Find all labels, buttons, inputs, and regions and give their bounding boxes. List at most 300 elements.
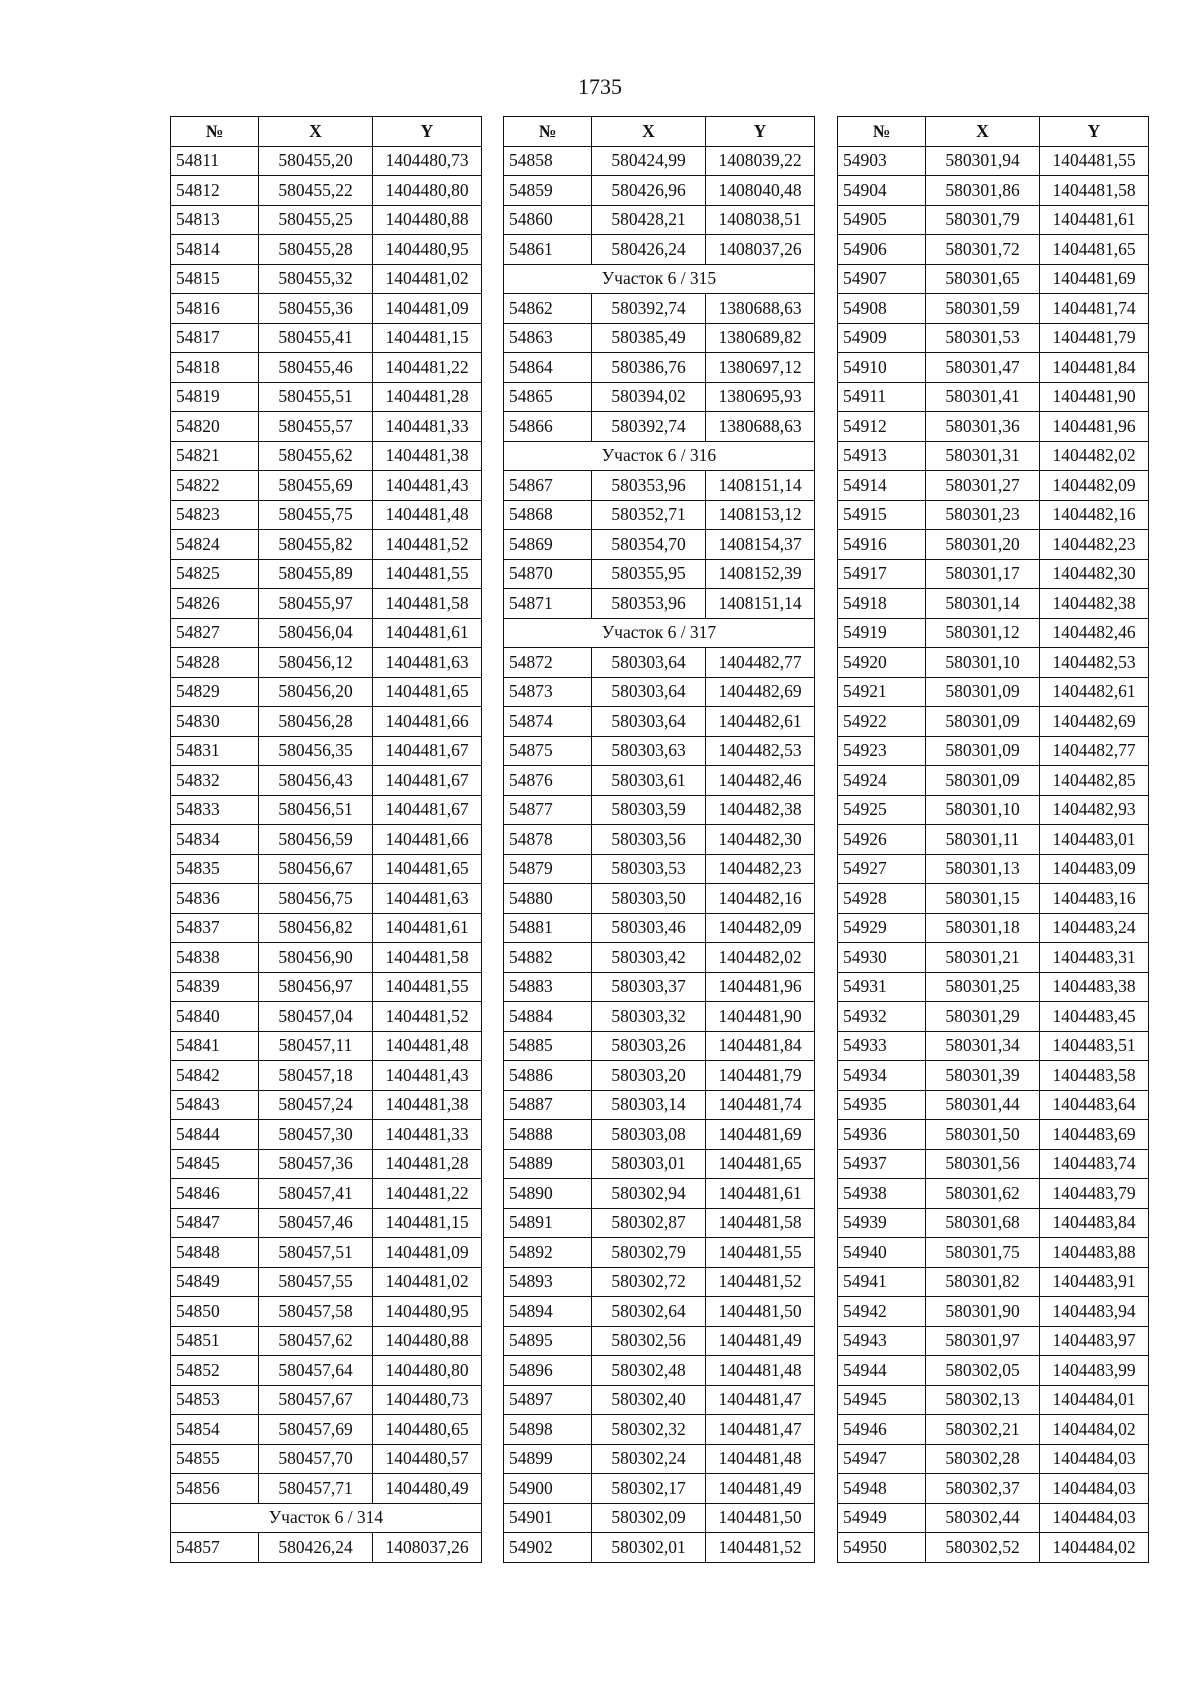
- y-coordinate: 1404482,77: [1040, 736, 1149, 766]
- y-coordinate: 1404484,03: [1040, 1474, 1149, 1504]
- point-number: 54908: [838, 294, 926, 324]
- point-number: 54898: [504, 1415, 592, 1445]
- x-coordinate: 580302,87: [592, 1208, 706, 1238]
- point-number: 54884: [504, 1002, 592, 1032]
- point-number: 54895: [504, 1326, 592, 1356]
- x-coordinate: 580456,20: [259, 677, 373, 707]
- table-header-row: [504, 117, 815, 147]
- point-number: 54911: [838, 382, 926, 412]
- x-coordinate: 580385,49: [592, 323, 706, 353]
- table-row: [171, 323, 482, 353]
- y-coordinate: 1404483,97: [1040, 1326, 1149, 1356]
- point-number: 54865: [504, 382, 592, 412]
- x-coordinate: 580303,50: [592, 884, 706, 914]
- table-row: [504, 736, 815, 766]
- point-number: 54946: [838, 1415, 926, 1445]
- point-number: 54887: [504, 1090, 592, 1120]
- header-number: №: [171, 117, 259, 147]
- table-row: [171, 884, 482, 914]
- header-y: Y: [1040, 117, 1149, 147]
- table-row: [171, 559, 482, 589]
- y-coordinate: 1404483,51: [1040, 1031, 1149, 1061]
- table-row: [171, 176, 482, 206]
- y-coordinate: 1404482,85: [1040, 766, 1149, 796]
- table-row: [838, 707, 1149, 737]
- point-number: 54850: [171, 1297, 259, 1327]
- point-number: 54880: [504, 884, 592, 914]
- x-coordinate: 580457,46: [259, 1208, 373, 1238]
- x-coordinate: 580455,20: [259, 146, 373, 176]
- x-coordinate: 580301,09: [926, 766, 1040, 796]
- y-coordinate: 1380688,63: [706, 412, 815, 442]
- y-coordinate: 1404483,84: [1040, 1208, 1149, 1238]
- x-coordinate: 580352,71: [592, 500, 706, 530]
- y-coordinate: 1404481,63: [373, 884, 482, 914]
- point-number: 54860: [504, 205, 592, 235]
- y-coordinate: 1404481,61: [373, 618, 482, 648]
- y-coordinate: 1408040,48: [706, 176, 815, 206]
- y-coordinate: 1404481,43: [373, 471, 482, 501]
- section-row: [171, 1503, 482, 1533]
- point-number: 54849: [171, 1267, 259, 1297]
- point-number: 54836: [171, 884, 259, 914]
- y-coordinate: 1404484,02: [1040, 1415, 1149, 1445]
- header-x: X: [926, 117, 1040, 147]
- x-coordinate: 580301,09: [926, 736, 1040, 766]
- x-coordinate: 580424,99: [592, 146, 706, 176]
- point-number: 54867: [504, 471, 592, 501]
- table-row: [838, 1297, 1149, 1327]
- y-coordinate: 1404480,80: [373, 1356, 482, 1386]
- y-coordinate: 1404482,02: [1040, 441, 1149, 471]
- x-coordinate: 580301,25: [926, 972, 1040, 1002]
- point-number: 54829: [171, 677, 259, 707]
- y-coordinate: 1404481,22: [373, 1179, 482, 1209]
- y-coordinate: 1404481,15: [373, 323, 482, 353]
- point-number: 54863: [504, 323, 592, 353]
- x-coordinate: 580302,37: [926, 1474, 1040, 1504]
- x-coordinate: 580301,79: [926, 205, 1040, 235]
- x-coordinate: 580302,94: [592, 1179, 706, 1209]
- point-number: 54854: [171, 1415, 259, 1445]
- point-number: 54872: [504, 648, 592, 678]
- table-row: [838, 589, 1149, 619]
- y-coordinate: 1404481,90: [1040, 382, 1149, 412]
- table-row: [838, 412, 1149, 442]
- x-coordinate: 580455,25: [259, 205, 373, 235]
- y-coordinate: 1404481,48: [706, 1356, 815, 1386]
- y-coordinate: 1404481,66: [373, 825, 482, 855]
- section-row: [504, 618, 815, 648]
- point-number: 54950: [838, 1533, 926, 1563]
- table-row: [504, 884, 815, 914]
- x-coordinate: 580301,86: [926, 176, 1040, 206]
- y-coordinate: 1408153,12: [706, 500, 815, 530]
- table-row: [171, 1149, 482, 1179]
- point-number: 54907: [838, 264, 926, 294]
- y-coordinate: 1404480,49: [373, 1474, 482, 1504]
- header-y: Y: [373, 117, 482, 147]
- point-number: 54892: [504, 1238, 592, 1268]
- point-number: 54817: [171, 323, 259, 353]
- x-coordinate: 580301,82: [926, 1267, 1040, 1297]
- x-coordinate: 580455,22: [259, 176, 373, 206]
- table-row: [504, 146, 815, 176]
- coordinate-table-2: [503, 116, 815, 1563]
- table-row: [171, 353, 482, 383]
- y-coordinate: 1404482,16: [1040, 500, 1149, 530]
- table-row: [171, 1474, 482, 1504]
- table-row: [504, 1002, 815, 1032]
- table-row: [838, 146, 1149, 176]
- table-row: [504, 500, 815, 530]
- x-coordinate: 580303,37: [592, 972, 706, 1002]
- y-coordinate: 1404483,91: [1040, 1267, 1149, 1297]
- y-coordinate: 1404481,38: [373, 1090, 482, 1120]
- point-number: 54900: [504, 1474, 592, 1504]
- table-row: [838, 1267, 1149, 1297]
- y-coordinate: 1404481,28: [373, 1149, 482, 1179]
- y-coordinate: 1404481,47: [706, 1415, 815, 1445]
- point-number: 54890: [504, 1179, 592, 1209]
- x-coordinate: 580456,82: [259, 913, 373, 943]
- x-coordinate: 580303,64: [592, 707, 706, 737]
- y-coordinate: 1404481,58: [373, 589, 482, 619]
- x-coordinate: 580456,75: [259, 884, 373, 914]
- y-coordinate: 1404480,80: [373, 176, 482, 206]
- section-row: [504, 264, 815, 294]
- y-coordinate: 1380697,12: [706, 353, 815, 383]
- x-coordinate: 580302,40: [592, 1385, 706, 1415]
- x-coordinate: 580301,94: [926, 146, 1040, 176]
- x-coordinate: 580303,63: [592, 736, 706, 766]
- y-coordinate: 1404483,88: [1040, 1238, 1149, 1268]
- point-number: 54886: [504, 1061, 592, 1091]
- point-number: 54923: [838, 736, 926, 766]
- table-row: [838, 1061, 1149, 1091]
- table-row: [171, 1356, 482, 1386]
- point-number: 54813: [171, 205, 259, 235]
- point-number: 54891: [504, 1208, 592, 1238]
- x-coordinate: 580301,14: [926, 589, 1040, 619]
- table-row: [838, 264, 1149, 294]
- y-coordinate: 1404481,65: [373, 854, 482, 884]
- point-number: 54885: [504, 1031, 592, 1061]
- x-coordinate: 580301,68: [926, 1208, 1040, 1238]
- point-number: 54894: [504, 1297, 592, 1327]
- point-number: 54912: [838, 412, 926, 442]
- x-coordinate: 580301,21: [926, 943, 1040, 973]
- y-coordinate: 1404481,15: [373, 1208, 482, 1238]
- x-coordinate: 580456,28: [259, 707, 373, 737]
- x-coordinate: 580301,90: [926, 1297, 1040, 1327]
- y-coordinate: 1404481,79: [1040, 323, 1149, 353]
- table-row: [171, 1031, 482, 1061]
- x-coordinate: 580455,32: [259, 264, 373, 294]
- table-row: [504, 1061, 815, 1091]
- table-row: [171, 264, 482, 294]
- point-number: 54821: [171, 441, 259, 471]
- table-row: [504, 1385, 815, 1415]
- x-coordinate: 580353,96: [592, 589, 706, 619]
- header-x: X: [592, 117, 706, 147]
- x-coordinate: 580301,59: [926, 294, 1040, 324]
- x-coordinate: 580302,13: [926, 1385, 1040, 1415]
- x-coordinate: 580303,26: [592, 1031, 706, 1061]
- point-number: 54846: [171, 1179, 259, 1209]
- table-row: [838, 1326, 1149, 1356]
- y-coordinate: 1404481,58: [1040, 176, 1149, 206]
- point-number: 54914: [838, 471, 926, 501]
- table-row: [838, 677, 1149, 707]
- table-row: [838, 1533, 1149, 1563]
- y-coordinate: 1404481,84: [706, 1031, 815, 1061]
- table-row: [838, 1356, 1149, 1386]
- table-row: [838, 943, 1149, 973]
- table-row: [171, 1061, 482, 1091]
- table-row: [171, 500, 482, 530]
- table-row: [838, 795, 1149, 825]
- table-row: [504, 677, 815, 707]
- y-coordinate: 1404481,22: [373, 353, 482, 383]
- y-coordinate: 1404481,74: [706, 1090, 815, 1120]
- x-coordinate: 580457,55: [259, 1267, 373, 1297]
- point-number: 54924: [838, 766, 926, 796]
- point-number: 54942: [838, 1297, 926, 1327]
- table-row: [171, 1179, 482, 1209]
- coordinate-table-3: [837, 116, 1149, 1563]
- x-coordinate: 580302,28: [926, 1444, 1040, 1474]
- x-coordinate: 580455,28: [259, 235, 373, 265]
- point-number: 54943: [838, 1326, 926, 1356]
- point-number: 54918: [838, 589, 926, 619]
- y-coordinate: 1404481,96: [1040, 412, 1149, 442]
- y-coordinate: 1404481,69: [706, 1120, 815, 1150]
- point-number: 54899: [504, 1444, 592, 1474]
- point-number: 54896: [504, 1356, 592, 1386]
- table-row: [171, 1444, 482, 1474]
- y-coordinate: 1380689,82: [706, 323, 815, 353]
- x-coordinate: 580456,67: [259, 854, 373, 884]
- table-row: [171, 294, 482, 324]
- table-row: [504, 1356, 815, 1386]
- table-row: [504, 176, 815, 206]
- x-coordinate: 580301,09: [926, 677, 1040, 707]
- point-number: 54881: [504, 913, 592, 943]
- table-row: [504, 1297, 815, 1327]
- y-coordinate: 1404480,73: [373, 146, 482, 176]
- x-coordinate: 580301,20: [926, 530, 1040, 560]
- table-row: [838, 736, 1149, 766]
- x-coordinate: 580457,69: [259, 1415, 373, 1445]
- table-row: [838, 235, 1149, 265]
- table-row: [171, 1238, 482, 1268]
- table-row: [171, 854, 482, 884]
- y-coordinate: 1404483,79: [1040, 1179, 1149, 1209]
- y-coordinate: 1404483,64: [1040, 1090, 1149, 1120]
- y-coordinate: 1404482,77: [706, 648, 815, 678]
- table-row: [838, 530, 1149, 560]
- y-coordinate: 1404480,73: [373, 1385, 482, 1415]
- x-coordinate: 580457,64: [259, 1356, 373, 1386]
- y-coordinate: 1404482,09: [1040, 471, 1149, 501]
- table-row: [838, 353, 1149, 383]
- point-number: 54877: [504, 795, 592, 825]
- point-number: 54945: [838, 1385, 926, 1415]
- point-number: 54901: [504, 1503, 592, 1533]
- y-coordinate: 1404482,46: [1040, 618, 1149, 648]
- table-row: [504, 412, 815, 442]
- table-row: [504, 1267, 815, 1297]
- point-number: 54871: [504, 589, 592, 619]
- x-coordinate: 580457,18: [259, 1061, 373, 1091]
- point-number: 54864: [504, 353, 592, 383]
- y-coordinate: 1404481,61: [1040, 205, 1149, 235]
- point-number: 54866: [504, 412, 592, 442]
- x-coordinate: 580457,62: [259, 1326, 373, 1356]
- point-number: 54925: [838, 795, 926, 825]
- x-coordinate: 580455,97: [259, 589, 373, 619]
- table-row: [838, 1415, 1149, 1445]
- y-coordinate: 1404482,30: [706, 825, 815, 855]
- x-coordinate: 580302,21: [926, 1415, 1040, 1445]
- table-row: [504, 559, 815, 589]
- table-row: [171, 235, 482, 265]
- x-coordinate: 580301,50: [926, 1120, 1040, 1150]
- table-row: [171, 972, 482, 1002]
- table-row: [504, 854, 815, 884]
- point-number: 54916: [838, 530, 926, 560]
- point-number: 54926: [838, 825, 926, 855]
- table-row: [171, 943, 482, 973]
- point-number: 54845: [171, 1149, 259, 1179]
- y-coordinate: 1404481,50: [706, 1297, 815, 1327]
- table-row: [504, 205, 815, 235]
- point-number: 54861: [504, 235, 592, 265]
- y-coordinate: 1404481,02: [373, 264, 482, 294]
- y-coordinate: 1404481,09: [373, 1238, 482, 1268]
- table-row: [504, 1444, 815, 1474]
- table-row: [171, 677, 482, 707]
- x-coordinate: 580301,27: [926, 471, 1040, 501]
- point-number: 54883: [504, 972, 592, 1002]
- table-row: [171, 618, 482, 648]
- table-header-row: [838, 117, 1149, 147]
- y-coordinate: 1404483,99: [1040, 1356, 1149, 1386]
- x-coordinate: 580456,43: [259, 766, 373, 796]
- x-coordinate: 580301,15: [926, 884, 1040, 914]
- x-coordinate: 580457,24: [259, 1090, 373, 1120]
- section-title: Участок 6 / 316: [504, 441, 815, 471]
- x-coordinate: 580303,14: [592, 1090, 706, 1120]
- table-row: [504, 1149, 815, 1179]
- y-coordinate: 1408152,39: [706, 559, 815, 589]
- x-coordinate: 580455,51: [259, 382, 373, 412]
- y-coordinate: 1404481,65: [373, 677, 482, 707]
- y-coordinate: 1404482,53: [1040, 648, 1149, 678]
- point-number: 54935: [838, 1090, 926, 1120]
- x-coordinate: 580455,41: [259, 323, 373, 353]
- point-number: 54940: [838, 1238, 926, 1268]
- y-coordinate: 1404481,63: [373, 648, 482, 678]
- y-coordinate: 1408038,51: [706, 205, 815, 235]
- point-number: 54889: [504, 1149, 592, 1179]
- table-row: [171, 707, 482, 737]
- x-coordinate: 580303,46: [592, 913, 706, 943]
- table-row: [171, 382, 482, 412]
- table-row: [171, 589, 482, 619]
- y-coordinate: 1404481,67: [373, 766, 482, 796]
- table-row: [171, 766, 482, 796]
- point-number: 54816: [171, 294, 259, 324]
- point-number: 54947: [838, 1444, 926, 1474]
- point-number: 54824: [171, 530, 259, 560]
- table-row: [504, 795, 815, 825]
- table-row: [838, 471, 1149, 501]
- x-coordinate: 580301,36: [926, 412, 1040, 442]
- x-coordinate: 580303,53: [592, 854, 706, 884]
- y-coordinate: 1404481,67: [373, 795, 482, 825]
- page-number: 1735: [578, 74, 622, 99]
- point-number: 54936: [838, 1120, 926, 1150]
- y-coordinate: 1404483,01: [1040, 825, 1149, 855]
- x-coordinate: 580301,11: [926, 825, 1040, 855]
- x-coordinate: 580301,56: [926, 1149, 1040, 1179]
- point-number: 54874: [504, 707, 592, 737]
- x-coordinate: 580301,13: [926, 854, 1040, 884]
- y-coordinate: 1404483,58: [1040, 1061, 1149, 1091]
- table-row: [504, 1533, 815, 1563]
- table-row: [504, 471, 815, 501]
- table-row: [171, 205, 482, 235]
- table-row: [838, 1120, 1149, 1150]
- table-row: [171, 1208, 482, 1238]
- y-coordinate: 1404482,46: [706, 766, 815, 796]
- x-coordinate: 580301,47: [926, 353, 1040, 383]
- x-coordinate: 580457,41: [259, 1179, 373, 1209]
- table-row: [504, 294, 815, 324]
- table-row: [838, 1208, 1149, 1238]
- point-number: 54857: [171, 1533, 259, 1563]
- table-row: [171, 1267, 482, 1297]
- point-number: 54929: [838, 913, 926, 943]
- x-coordinate: 580457,51: [259, 1238, 373, 1268]
- table-row: [838, 1238, 1149, 1268]
- table-row: [838, 1444, 1149, 1474]
- y-coordinate: 1404482,09: [706, 913, 815, 943]
- y-coordinate: 1404480,57: [373, 1444, 482, 1474]
- x-coordinate: 580301,97: [926, 1326, 1040, 1356]
- y-coordinate: 1404484,03: [1040, 1444, 1149, 1474]
- table-row: [171, 1297, 482, 1327]
- point-number: 54826: [171, 589, 259, 619]
- x-coordinate: 580301,18: [926, 913, 1040, 943]
- section-title: Участок 6 / 317: [504, 618, 815, 648]
- y-coordinate: 1404481,61: [706, 1179, 815, 1209]
- y-coordinate: 1408151,14: [706, 589, 815, 619]
- table-row: [504, 530, 815, 560]
- y-coordinate: 1404480,95: [373, 235, 482, 265]
- y-coordinate: 1404484,01: [1040, 1385, 1149, 1415]
- point-number: 54934: [838, 1061, 926, 1091]
- x-coordinate: 580457,30: [259, 1120, 373, 1150]
- x-coordinate: 580303,59: [592, 795, 706, 825]
- point-number: 54842: [171, 1061, 259, 1091]
- point-number: 54847: [171, 1208, 259, 1238]
- point-number: 54879: [504, 854, 592, 884]
- x-coordinate: 580301,10: [926, 648, 1040, 678]
- x-coordinate: 580303,08: [592, 1120, 706, 1150]
